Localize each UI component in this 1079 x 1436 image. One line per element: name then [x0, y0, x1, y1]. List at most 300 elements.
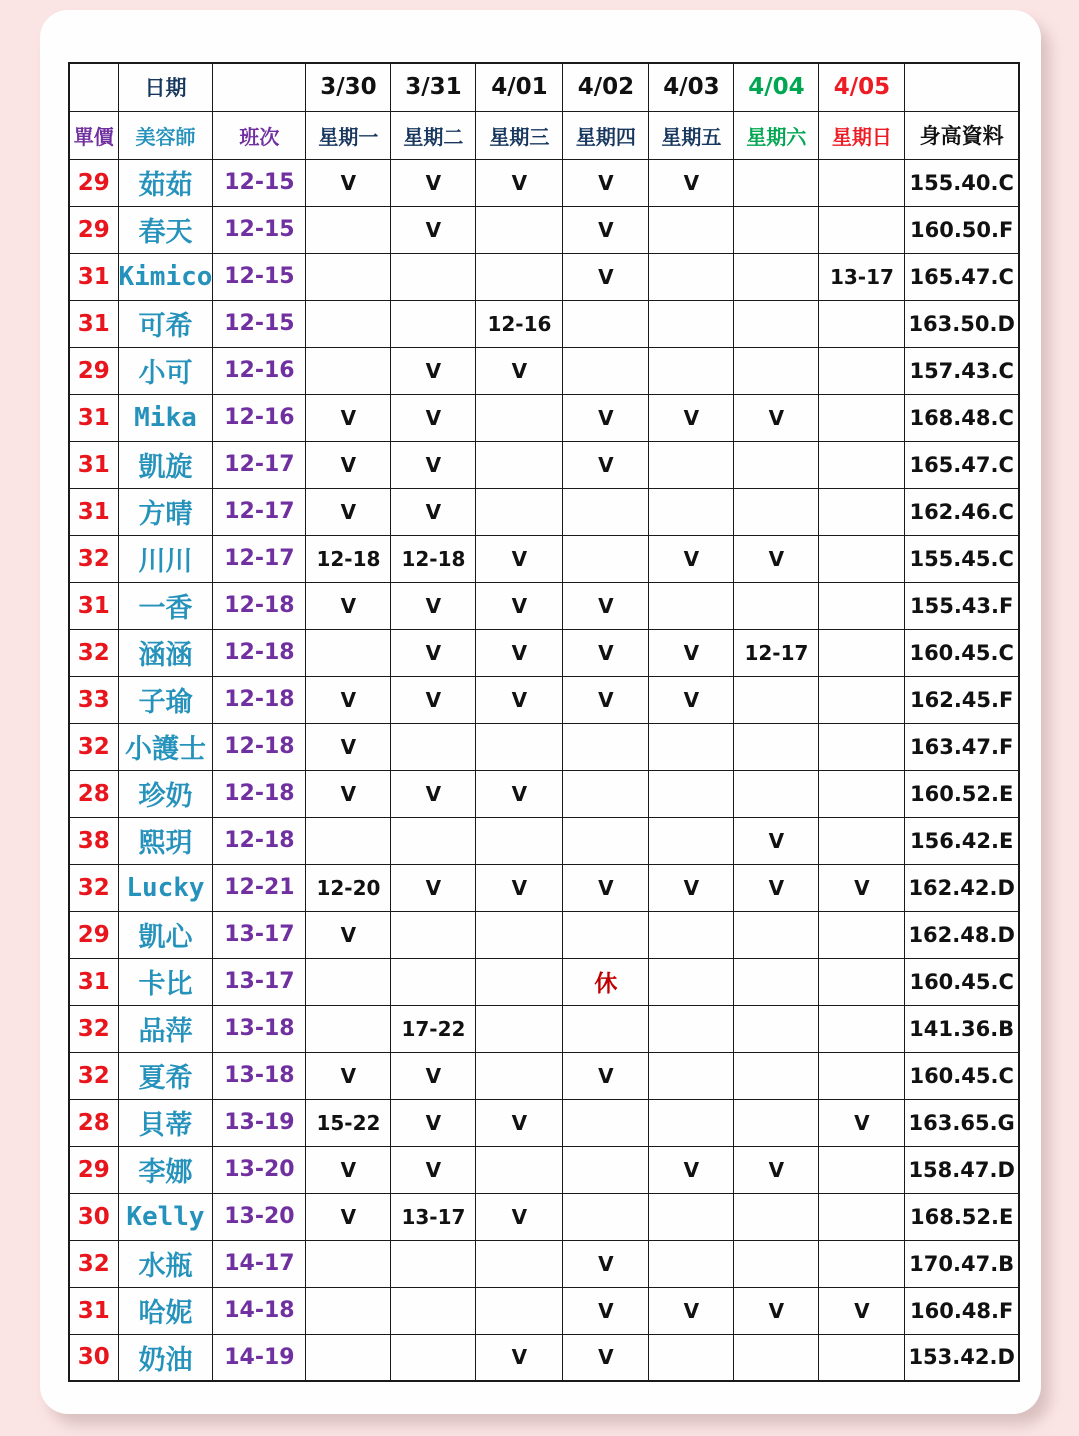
schedule-cell	[819, 441, 905, 488]
schedule-cell: V	[306, 582, 391, 629]
schedule-cell	[563, 1099, 649, 1146]
table-row	[69, 1287, 1019, 1334]
schedule-cell	[563, 817, 649, 864]
shift-cell: 13-17	[213, 958, 306, 1005]
schedule-cell: V	[649, 1287, 734, 1334]
schedule-cell	[391, 300, 476, 347]
height-cell: 160.45.C	[905, 958, 1019, 1005]
height-cell: 160.45.C	[905, 629, 1019, 676]
table-row	[69, 1146, 1019, 1193]
price-cell: 32	[69, 535, 118, 582]
height-cell: 155.45.C	[905, 535, 1019, 582]
beautician-name: 一香	[118, 582, 213, 629]
schedule-cell: V	[563, 1052, 649, 1099]
schedule-cell: V	[476, 347, 563, 394]
schedule-cell: 12-16	[476, 300, 563, 347]
schedule-cell	[734, 300, 819, 347]
table-row	[69, 1052, 1019, 1099]
shift-cell: 12-18	[213, 723, 306, 770]
price-cell: 29	[69, 347, 118, 394]
schedule-cell	[391, 911, 476, 958]
schedule-cell: V	[649, 629, 734, 676]
schedule-cell	[391, 1287, 476, 1334]
schedule-cell: V	[306, 1052, 391, 1099]
beautician-name: 方晴	[118, 488, 213, 535]
table-row	[69, 1240, 1019, 1287]
height-cell: 163.50.D	[905, 300, 1019, 347]
height-cell: 162.48.D	[905, 911, 1019, 958]
beautician-name: 李娜	[118, 1146, 213, 1193]
beautician-name: 奶油	[118, 1334, 213, 1381]
shift-cell: 12-15	[213, 206, 306, 253]
schedule-cell: V	[563, 676, 649, 723]
schedule-cell: V	[563, 864, 649, 911]
schedule-cell	[391, 958, 476, 1005]
schedule-cell	[306, 206, 391, 253]
schedule-cell: V	[306, 1146, 391, 1193]
schedule-cell: V	[563, 1334, 649, 1381]
beautician-name: 小可	[118, 347, 213, 394]
schedule-cell: 12-18	[306, 535, 391, 582]
schedule-cell	[649, 911, 734, 958]
schedule-cell	[819, 911, 905, 958]
shift-cell: 12-21	[213, 864, 306, 911]
schedule-cell	[649, 253, 734, 300]
schedule-cell: V	[734, 864, 819, 911]
shift-cell: 12-18	[213, 770, 306, 817]
table-row	[69, 535, 1019, 582]
schedule-cell: V	[391, 488, 476, 535]
schedule-cell	[563, 488, 649, 535]
schedule-cell	[563, 911, 649, 958]
table-row	[69, 864, 1019, 911]
table-row	[69, 582, 1019, 629]
corner-cell	[213, 63, 306, 111]
schedule-cell	[649, 300, 734, 347]
schedule-cell	[819, 1005, 905, 1052]
beautician-name: 川川	[118, 535, 213, 582]
height-cell: 168.52.E	[905, 1193, 1019, 1240]
schedule-cell: V	[476, 159, 563, 206]
schedule-cell: V	[734, 394, 819, 441]
schedule-cell: 13-17	[819, 253, 905, 300]
beautician-name: 品萍	[118, 1005, 213, 1052]
schedule-cell	[649, 1099, 734, 1146]
schedule-cell	[734, 253, 819, 300]
beautician-name: 春天	[118, 206, 213, 253]
schedule-cell: V	[649, 864, 734, 911]
table-row	[69, 441, 1019, 488]
schedule-cell	[391, 1240, 476, 1287]
weekday-header: 星期一	[306, 111, 391, 159]
schedule-cell: V	[391, 441, 476, 488]
schedule-cell: V	[306, 770, 391, 817]
schedule-cell: V	[476, 535, 563, 582]
schedule-cell: V	[391, 770, 476, 817]
date-header: 4/02	[563, 63, 649, 111]
schedule-cell	[476, 441, 563, 488]
schedule-cell	[819, 770, 905, 817]
schedule-cell	[476, 488, 563, 535]
shift-cell: 13-18	[213, 1005, 306, 1052]
price-cell: 29	[69, 911, 118, 958]
schedule-cell	[734, 488, 819, 535]
schedule-cell: V	[563, 1287, 649, 1334]
shift-cell: 14-19	[213, 1334, 306, 1381]
schedule-cell	[819, 817, 905, 864]
schedule-cell	[306, 629, 391, 676]
shift-cell: 12-17	[213, 535, 306, 582]
height-cell: 157.43.C	[905, 347, 1019, 394]
price-cell: 28	[69, 1099, 118, 1146]
price-cell: 32	[69, 629, 118, 676]
schedule-cell	[476, 817, 563, 864]
height-cell: 160.45.C	[905, 1052, 1019, 1099]
weekday-header: 星期日	[819, 111, 905, 159]
schedule-cell	[734, 582, 819, 629]
beautician-name: 凱旋	[118, 441, 213, 488]
schedule-cell	[306, 1240, 391, 1287]
schedule-cell: V	[306, 394, 391, 441]
beautician-name: 水瓶	[118, 1240, 213, 1287]
height-cell: 141.36.B	[905, 1005, 1019, 1052]
price-cell: 31	[69, 1287, 118, 1334]
price-cell: 31	[69, 300, 118, 347]
height-cell: 170.47.B	[905, 1240, 1019, 1287]
shift-cell: 14-18	[213, 1287, 306, 1334]
height-cell: 160.52.E	[905, 770, 1019, 817]
schedule-cell	[563, 1005, 649, 1052]
schedule-cell	[391, 723, 476, 770]
table-row	[69, 676, 1019, 723]
shift-cell: 13-18	[213, 1052, 306, 1099]
schedule-cell	[734, 1099, 819, 1146]
schedule-cell: V	[306, 911, 391, 958]
beautician-name: Lucky	[118, 864, 213, 911]
shift-cell: 12-18	[213, 629, 306, 676]
schedule-cell	[819, 1334, 905, 1381]
beautician-name: 茹茹	[118, 159, 213, 206]
beautician-name: 子瑜	[118, 676, 213, 723]
price-cell: 31	[69, 253, 118, 300]
table-row	[69, 817, 1019, 864]
beautician-name: 貝蒂	[118, 1099, 213, 1146]
height-cell: 163.65.G	[905, 1099, 1019, 1146]
schedule-cell	[819, 723, 905, 770]
schedule-cell: V	[391, 159, 476, 206]
schedule-cell	[306, 817, 391, 864]
corner-cell	[69, 63, 118, 111]
height-cell: 155.43.F	[905, 582, 1019, 629]
schedule-cell	[649, 817, 734, 864]
beautician-name: 可希	[118, 300, 213, 347]
schedule-cell	[734, 1052, 819, 1099]
schedule-cell	[734, 958, 819, 1005]
schedule-cell: V	[306, 488, 391, 535]
schedule-cell: V	[391, 864, 476, 911]
table-row	[69, 1193, 1019, 1240]
date-label: 日期	[118, 63, 213, 111]
schedule-cell: V	[563, 629, 649, 676]
schedule-cell: V	[734, 817, 819, 864]
price-cell: 31	[69, 488, 118, 535]
schedule-cell	[476, 253, 563, 300]
date-header: 4/03	[649, 63, 734, 111]
schedule-cell	[391, 817, 476, 864]
schedule-cell	[734, 159, 819, 206]
schedule-cell	[649, 770, 734, 817]
price-cell: 30	[69, 1334, 118, 1381]
table-row	[69, 958, 1019, 1005]
schedule-cell	[819, 394, 905, 441]
schedule-cell: V	[563, 206, 649, 253]
schedule-cell	[819, 347, 905, 394]
schedule-cell	[476, 1240, 563, 1287]
schedule-cell: V	[391, 1052, 476, 1099]
schedule-cell	[306, 300, 391, 347]
shift-cell: 12-15	[213, 253, 306, 300]
schedule-cell	[649, 488, 734, 535]
shift-cell: 12-17	[213, 441, 306, 488]
schedule-cell	[734, 1240, 819, 1287]
schedule-cell: V	[391, 582, 476, 629]
schedule-cell	[649, 958, 734, 1005]
table-head	[69, 63, 1019, 159]
schedule-cell	[649, 1005, 734, 1052]
schedule-cell	[306, 958, 391, 1005]
schedule-cell: V	[819, 864, 905, 911]
table-row	[69, 253, 1019, 300]
height-cell: 160.50.F	[905, 206, 1019, 253]
beautician-name: 卡比	[118, 958, 213, 1005]
shift-cell: 12-15	[213, 159, 306, 206]
schedule-cell: V	[563, 441, 649, 488]
corner-cell	[905, 63, 1019, 111]
price-cell: 29	[69, 206, 118, 253]
schedule-cell: V	[563, 253, 649, 300]
table-row	[69, 300, 1019, 347]
schedule-cell	[734, 206, 819, 253]
shift-header: 班次	[213, 111, 306, 159]
date-header: 4/04	[734, 63, 819, 111]
table-row	[69, 1099, 1019, 1146]
schedule-cell: 12-17	[734, 629, 819, 676]
beautician-header: 美容師	[118, 111, 213, 159]
schedule-cell: V	[649, 535, 734, 582]
price-cell: 31	[69, 394, 118, 441]
schedule-cell	[734, 911, 819, 958]
price-cell: 31	[69, 582, 118, 629]
schedule-cell	[563, 770, 649, 817]
schedule-cell	[819, 676, 905, 723]
schedule-cell: 12-20	[306, 864, 391, 911]
weekday-header: 星期四	[563, 111, 649, 159]
shift-cell: 13-20	[213, 1146, 306, 1193]
schedule-cell	[476, 723, 563, 770]
height-cell: 153.42.D	[905, 1334, 1019, 1381]
height-cell: 163.47.F	[905, 723, 1019, 770]
schedule-cell	[563, 723, 649, 770]
date-header: 4/01	[476, 63, 563, 111]
schedule-cell: V	[391, 1146, 476, 1193]
date-header-row	[69, 63, 1019, 111]
table-row	[69, 394, 1019, 441]
price-cell: 29	[69, 1146, 118, 1193]
price-cell: 29	[69, 159, 118, 206]
shift-cell: 14-17	[213, 1240, 306, 1287]
schedule-cell: V	[563, 394, 649, 441]
table-row	[69, 206, 1019, 253]
price-cell: 38	[69, 817, 118, 864]
schedule-cell	[306, 1005, 391, 1052]
schedule-cell: 13-17	[391, 1193, 476, 1240]
shift-cell: 12-18	[213, 676, 306, 723]
schedule-cell	[306, 253, 391, 300]
table-body	[69, 159, 1019, 1381]
table-row	[69, 1334, 1019, 1381]
schedule-cell	[563, 300, 649, 347]
schedule-cell: V	[563, 159, 649, 206]
schedule-cell	[649, 723, 734, 770]
schedule-cell	[734, 770, 819, 817]
table-row	[69, 488, 1019, 535]
schedule-cell	[476, 1005, 563, 1052]
height-header: 身高資料	[905, 111, 1019, 159]
schedule-cell: V	[476, 1099, 563, 1146]
schedule-cell: V	[391, 629, 476, 676]
schedule-cell	[734, 723, 819, 770]
schedule-cell	[649, 347, 734, 394]
price-cell: 31	[69, 958, 118, 1005]
price-cell: 28	[69, 770, 118, 817]
schedule-table	[68, 62, 1020, 1382]
schedule-cell	[819, 488, 905, 535]
schedule-cell	[819, 206, 905, 253]
price-cell: 32	[69, 1005, 118, 1052]
table-row	[69, 770, 1019, 817]
date-header: 3/30	[306, 63, 391, 111]
schedule-cell	[819, 159, 905, 206]
schedule-cell: V	[391, 347, 476, 394]
schedule-cell	[649, 1334, 734, 1381]
schedule-cell: 12-18	[391, 535, 476, 582]
date-header: 4/05	[819, 63, 905, 111]
schedule-cell: V	[734, 535, 819, 582]
schedule-cell: V	[391, 206, 476, 253]
schedule-cell	[819, 582, 905, 629]
schedule-cell	[306, 1287, 391, 1334]
beautician-name: 夏希	[118, 1052, 213, 1099]
schedule-cell	[476, 1287, 563, 1334]
height-cell: 162.45.F	[905, 676, 1019, 723]
schedule-cell	[819, 535, 905, 582]
schedule-cell	[819, 1240, 905, 1287]
schedule-cell	[649, 582, 734, 629]
schedule-cell	[563, 347, 649, 394]
schedule-cell	[649, 206, 734, 253]
schedule-cell: V	[391, 394, 476, 441]
schedule-cell: V	[391, 676, 476, 723]
schedule-cell: V	[649, 1146, 734, 1193]
schedule-cell: 15-22	[306, 1099, 391, 1146]
schedule-cell	[476, 1052, 563, 1099]
schedule-cell: 休	[563, 958, 649, 1005]
schedule-cell	[734, 676, 819, 723]
height-cell: 162.46.C	[905, 488, 1019, 535]
beautician-name: 珍奶	[118, 770, 213, 817]
table-row	[69, 347, 1019, 394]
schedule-cell	[476, 958, 563, 1005]
schedule-cell: V	[649, 676, 734, 723]
schedule-cell	[391, 1334, 476, 1381]
schedule-cell	[476, 394, 563, 441]
price-cell: 30	[69, 1193, 118, 1240]
height-cell: 158.47.D	[905, 1146, 1019, 1193]
schedule-cell	[563, 535, 649, 582]
weekday-header: 星期三	[476, 111, 563, 159]
schedule-cell: V	[819, 1287, 905, 1334]
shift-cell: 12-17	[213, 488, 306, 535]
schedule-cell: V	[306, 441, 391, 488]
schedule-cell: V	[734, 1146, 819, 1193]
schedule-cell	[819, 958, 905, 1005]
price-cell: 32	[69, 1052, 118, 1099]
schedule-cell	[819, 1146, 905, 1193]
schedule-cell: V	[476, 629, 563, 676]
schedule-cell: V	[306, 723, 391, 770]
shift-cell: 12-16	[213, 347, 306, 394]
schedule-cell: V	[476, 582, 563, 629]
schedule-cell	[649, 1193, 734, 1240]
price-header: 單價	[69, 111, 118, 159]
shift-cell: 13-17	[213, 911, 306, 958]
beautician-name: 小護士	[118, 723, 213, 770]
height-cell: 156.42.E	[905, 817, 1019, 864]
height-cell: 162.42.D	[905, 864, 1019, 911]
shift-cell: 12-15	[213, 300, 306, 347]
schedule-cell: V	[734, 1287, 819, 1334]
schedule-cell: V	[819, 1099, 905, 1146]
weekday-header: 星期五	[649, 111, 734, 159]
schedule-cell	[734, 1005, 819, 1052]
schedule-cell	[476, 911, 563, 958]
shift-cell: 12-18	[213, 817, 306, 864]
column-header-row	[69, 111, 1019, 159]
height-cell: 165.47.C	[905, 441, 1019, 488]
height-cell: 165.47.C	[905, 253, 1019, 300]
table-row	[69, 723, 1019, 770]
schedule-cell	[819, 1052, 905, 1099]
height-cell: 160.48.F	[905, 1287, 1019, 1334]
beautician-name: Kimico	[118, 253, 213, 300]
height-cell: 155.40.C	[905, 159, 1019, 206]
schedule-cell: V	[391, 1099, 476, 1146]
schedule-cell	[476, 206, 563, 253]
schedule-cell	[819, 629, 905, 676]
schedule-cell	[734, 441, 819, 488]
beautician-name: 熙玥	[118, 817, 213, 864]
weekday-header: 星期六	[734, 111, 819, 159]
schedule-cell: V	[306, 159, 391, 206]
beautician-name: 哈妮	[118, 1287, 213, 1334]
schedule-cell	[734, 1193, 819, 1240]
schedule-cell	[306, 347, 391, 394]
schedule-cell	[649, 441, 734, 488]
schedule-card	[40, 10, 1041, 1414]
shift-cell: 13-20	[213, 1193, 306, 1240]
price-cell: 33	[69, 676, 118, 723]
price-cell: 32	[69, 723, 118, 770]
